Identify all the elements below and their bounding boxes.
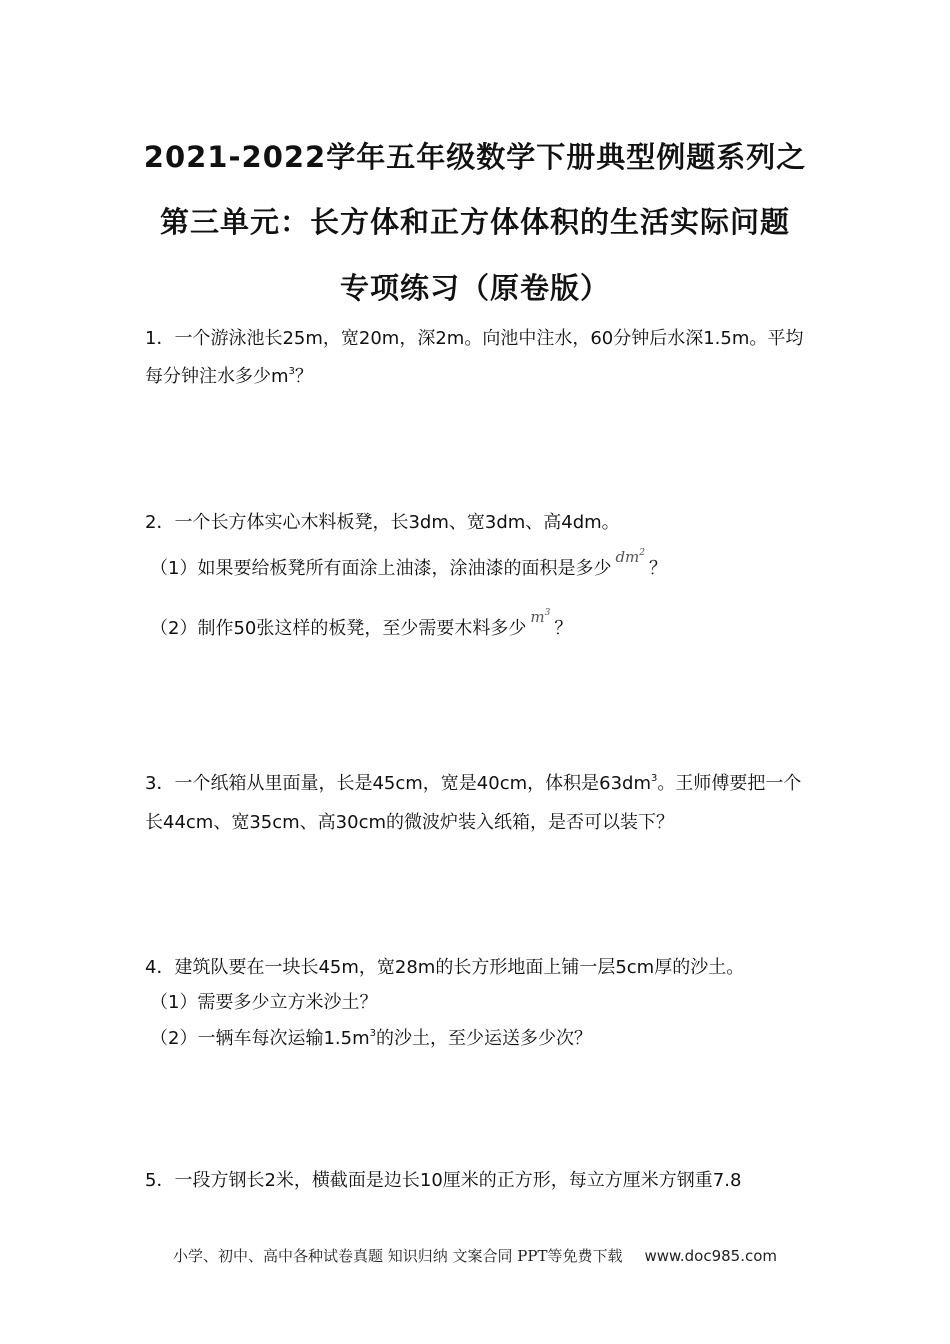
question-3-line-2: 长44cm、宽35cm、高30cm的微波炉装入纸箱，是否可以装下？	[145, 812, 675, 833]
question-3-line-1	[145, 769, 801, 795]
document-title-line-1: 2021-2022学年五年级数学下册典型例题系列之	[143, 140, 807, 174]
unit-m3	[530, 608, 550, 626]
question-mark: ？	[649, 558, 668, 579]
question-4-part-2-text: （2）一辆车每次运输1.5m	[150, 1028, 370, 1049]
question-5-line-1: 5．一段方钢长2米，横截面是边长10厘米的正方形，每立方厘米方钢重7.8	[145, 1170, 742, 1191]
question-4-part-2	[150, 1024, 592, 1050]
document-title-line-2: 第三单元：长方体和正方体体积的生活实际问题	[159, 205, 790, 239]
footer-url: www.doc985.com	[644, 1247, 778, 1265]
superscript: 3	[369, 1028, 376, 1039]
question-2-part-2	[150, 608, 573, 640]
document-title-line-3: 专项练习（原卷版）	[339, 271, 610, 305]
footer-text: 小学、初中、高中各种试卷真题 知识归纳 文案合同 PPT等免费下载	[172, 1247, 623, 1265]
question-2-part-1	[150, 548, 668, 580]
question-2-part-1-text: （1）如果要给板凳所有面涂上油漆，涂油漆的面积是多少	[150, 558, 612, 579]
question-2-part-2-text: （2）制作50张这样的板凳，至少需要木料多少	[150, 618, 527, 639]
question-4-part-2-text-end: 的沙土，至少运送多少次？	[376, 1028, 592, 1049]
superscript: 3	[650, 773, 658, 784]
superscript: 3	[288, 366, 295, 377]
question-4-part-1: （1）需要多少立方米沙土？	[150, 992, 378, 1013]
page-footer	[0, 1245, 950, 1266]
question-3-text: 3．一个纸箱从里面量，长是45cm，宽是40cm，体积是63dm	[145, 773, 651, 794]
superscript: 2	[639, 548, 646, 558]
question-mark: ？	[554, 618, 573, 639]
question-1-text: 每分钟注水多少m	[145, 366, 289, 387]
unit-text: dm	[615, 548, 640, 566]
question-2-stem: 2．一个长方体实心木料板凳，长3dm、宽3dm、高4dm。	[145, 512, 620, 533]
question-1-line-1: 1．一个游泳池长25m，宽20m，深2m。向池中注水，60分钟后水深1.5m。平均	[145, 328, 804, 349]
unit-dm2	[615, 548, 645, 566]
unit-text: m	[530, 608, 545, 626]
question-mark: ？	[294, 366, 313, 387]
question-4-stem: 4．建筑队要在一块长45m，宽28m的长方形地面上铺一层5cm厚的沙土。	[145, 957, 745, 978]
question-3-text-end: 。王师傅要把一个	[657, 773, 802, 794]
question-1-line-2	[145, 362, 313, 388]
superscript: 3	[544, 608, 551, 618]
